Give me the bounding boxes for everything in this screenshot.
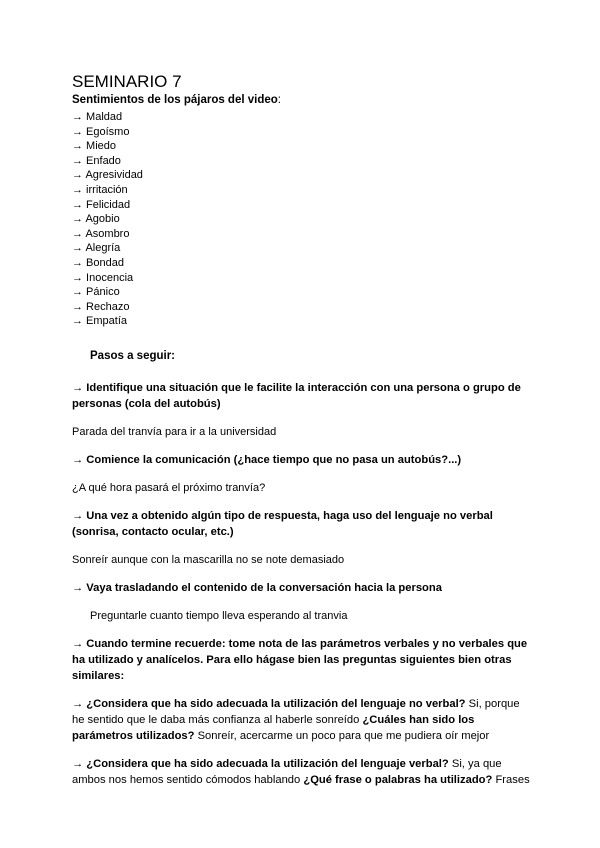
list-item: → Egoísmo (72, 125, 130, 138)
list-item: → irritación (72, 183, 128, 196)
list-item: → Empatía (72, 315, 128, 328)
step-4: → Vaya trasladando el contenido de la conversación hacia la persona (72, 581, 442, 594)
step-1: → Identifique una situación que le facilite la interacción con una persona o grupo de personas (cola del autobús) (72, 381, 521, 410)
list-item: → Inocencia (72, 271, 134, 284)
document-page (72, 72, 532, 788)
page-title: SEMINARIO 7 (72, 72, 182, 91)
list-item: → Agobio (72, 213, 120, 226)
list-item: → Enfado (72, 154, 121, 167)
list-item: → Agresividad (72, 169, 143, 182)
question-verbal (72, 756, 532, 788)
answer-4: Preguntarle cuanto tiempo lleva esperando al tranvia (90, 609, 348, 622)
list-item: → Felicidad (72, 198, 131, 211)
question-phrases-text: ¿Qué frase o palabras ha utilizado? (303, 773, 493, 786)
answer-1: Parada del tranvía para ir a la universidad (72, 425, 277, 438)
list-item: → Bondad (72, 256, 124, 269)
step-5: → Cuando termine recuerde: tome nota de las parámetros verbales y no verbales que ha utilizado y analícelos. Para ello hágase bien las preguntas siguientes bien otras similares: (72, 637, 528, 682)
question-parameters-text: ¿Cuáles han sido los parámetros utilizados? (72, 713, 475, 742)
list-item: → Pánico (72, 286, 120, 299)
feelings-list (72, 110, 532, 329)
list-item: → Maldad (72, 111, 123, 123)
question-verbal-text: → ¿Considera que ha sido adecuada la utilización del lenguaje verbal? (72, 757, 449, 770)
answer-phrases: Frases (492, 773, 530, 786)
answer-2: ¿A qué hora pasará el próximo tranvía? (72, 481, 266, 494)
list-item: → Asombro (72, 227, 130, 240)
list-item: → Rechazo (72, 300, 130, 313)
question-nonverbal-text: → ¿Considera que ha sido adecuada la utilización del lenguaje no verbal? (72, 697, 466, 710)
answer-nonverbal: Si, porque he sentido que le daba más confianza al haberle sonreído (72, 697, 520, 726)
answer-parameters: Sonreír, acercarme un poco para que me pudiera oír mejor (194, 729, 490, 742)
feelings-heading (72, 93, 532, 108)
feelings-heading-text: Sentimientos de los pájaros del video (72, 94, 278, 106)
steps-heading: Pasos a seguir: (90, 349, 176, 362)
list-item: → Miedo (72, 140, 117, 153)
answer-3: Sonreír aunque con la mascarilla no se note demasiado (72, 553, 345, 566)
question-nonverbal (72, 696, 532, 744)
step-3: → Una vez a obtenido algún tipo de respuesta, haga uso del lenguaje no verbal (sonrisa, contacto ocular, etc.) (72, 509, 493, 538)
feelings-heading-colon: : (277, 94, 281, 106)
step-2: → Comience la comunicación (¿hace tiempo que no pasa un autobús?...) (72, 453, 462, 466)
answer-verbal: Si, ya que ambos nos hemos sentido cómodos hablando (72, 757, 502, 786)
list-item: → Alegría (72, 242, 121, 255)
